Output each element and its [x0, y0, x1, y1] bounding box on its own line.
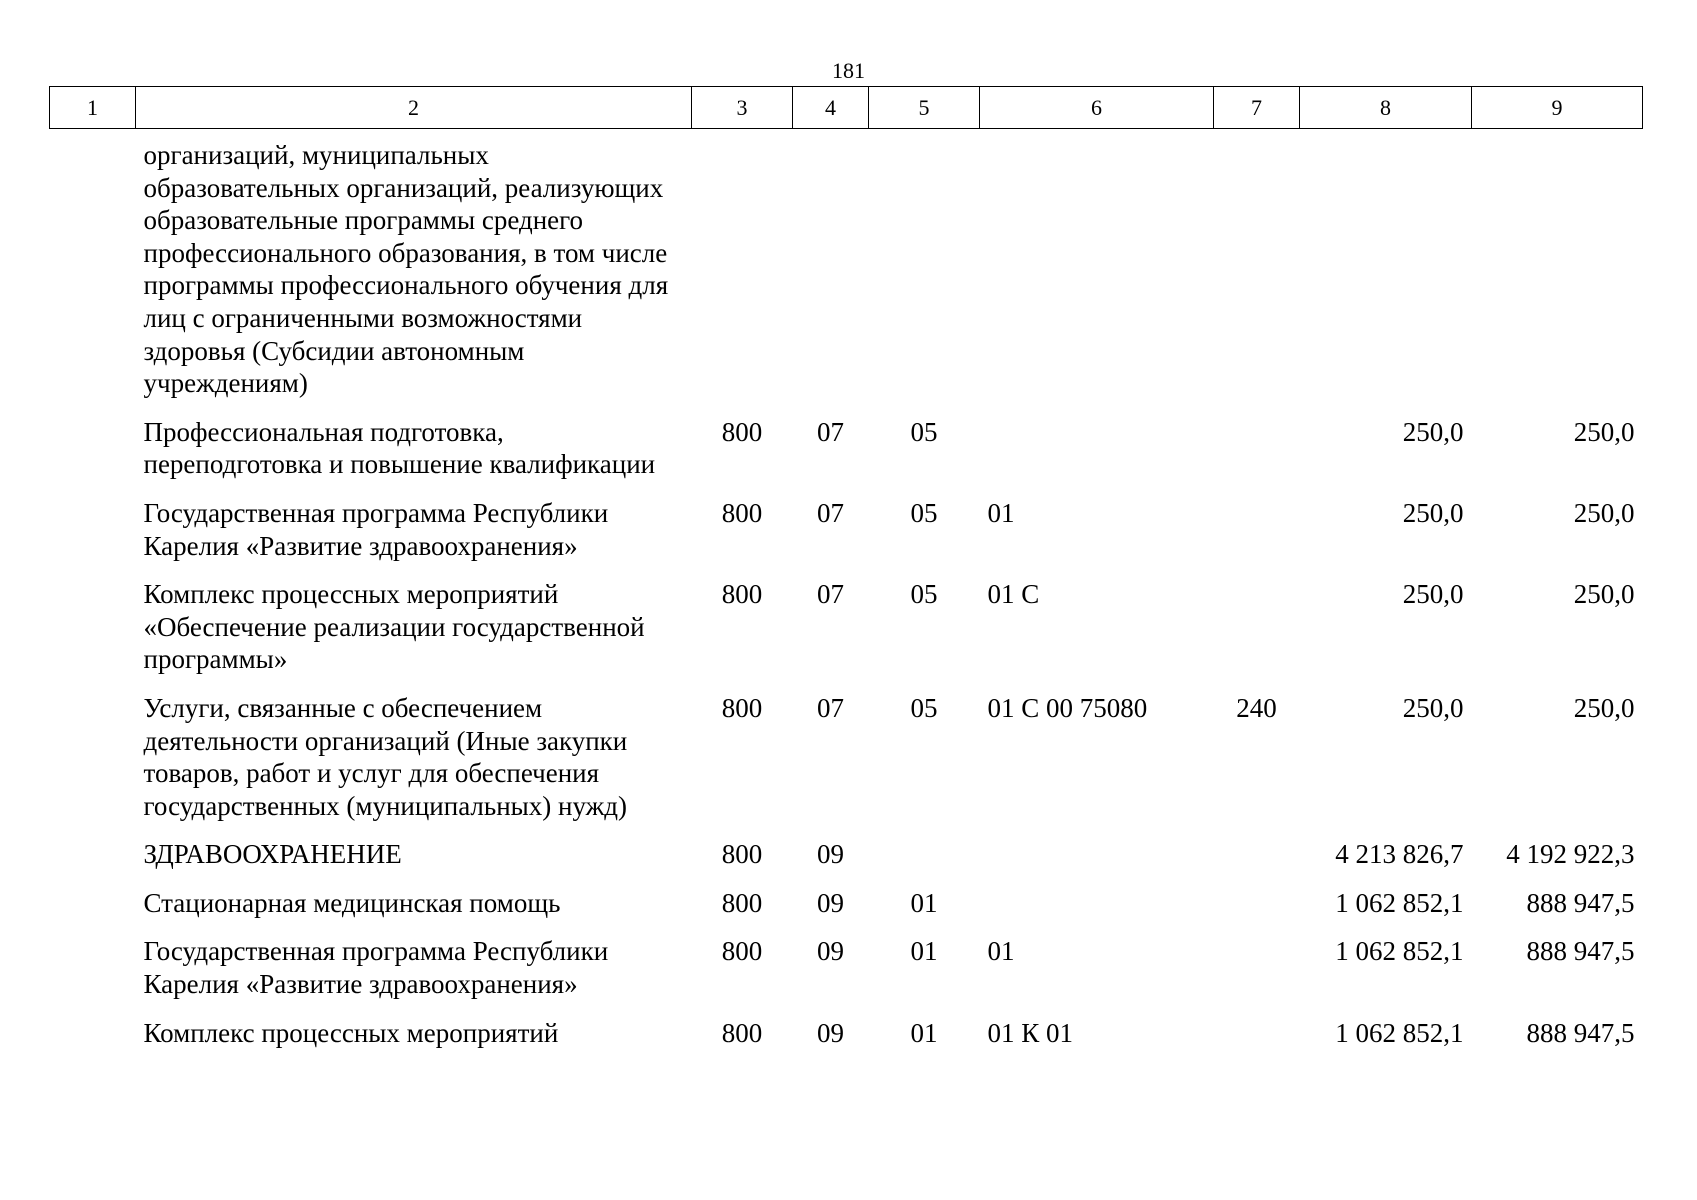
cell-col8: 4 213 826,7 — [1335, 839, 1464, 870]
cell-col9: 888 947,5 — [1526, 936, 1635, 967]
cell-col4: 09 — [817, 887, 844, 918]
header-col-8: 8 — [1300, 87, 1472, 129]
cell-col4: 07 — [817, 416, 844, 447]
cell-name: Государственная программа Республики Карелия «Развитие здравоохранения» — [143, 936, 609, 1000]
cell-col3: 800 — [721, 692, 763, 723]
cell-col4: 09 — [817, 839, 844, 870]
cell-col7 — [1214, 578, 1300, 692]
cell-col1 — [50, 887, 136, 936]
cell-name: Комплекс процессных мероприятий — [143, 1017, 559, 1048]
table-row — [50, 129, 1643, 416]
cell-col9: 250,0 — [1573, 692, 1635, 723]
table-row — [50, 692, 1643, 838]
cell-col8 — [1300, 129, 1472, 416]
cell-col7 — [1214, 935, 1300, 1016]
cell-col8: 250,0 — [1402, 692, 1464, 723]
table-body — [50, 129, 1643, 1066]
cell-col3: 800 — [721, 936, 763, 967]
cell-col6 — [980, 416, 1214, 497]
cell-col4: 07 — [817, 497, 844, 528]
header-col-9: 9 — [1472, 87, 1643, 129]
cell-col5: 01 — [910, 887, 938, 918]
cell-col5: 01 — [910, 1017, 938, 1048]
table-row — [50, 1017, 1643, 1066]
cell-col1 — [50, 1017, 136, 1066]
budget-table — [49, 86, 1643, 1065]
cell-name: Комплекс процессных мероприятий «Обеспечение реализации государственной программы» — [143, 579, 645, 675]
cell-col7 — [1214, 1017, 1300, 1066]
cell-col3: 800 — [721, 1017, 763, 1048]
cell-col9: 4 192 922,3 — [1506, 839, 1635, 870]
cell-col1 — [50, 935, 136, 1016]
header-col-7: 7 — [1214, 87, 1300, 129]
table-row — [50, 887, 1643, 936]
cell-col6: 01 К 01 — [987, 1017, 1074, 1048]
cell-col8: 1 062 852,1 — [1335, 936, 1464, 967]
cell-col3 — [692, 129, 793, 416]
cell-col9: 250,0 — [1573, 579, 1635, 610]
cell-name: Государственная программа Республики Карелия «Развитие здравоохранения» — [143, 497, 609, 561]
cell-col8: 250,0 — [1402, 497, 1464, 528]
cell-col3: 800 — [721, 416, 763, 447]
cell-col6 — [980, 129, 1214, 416]
cell-col6: 01 — [987, 936, 1015, 967]
cell-col8: 1 062 852,1 — [1335, 1017, 1464, 1048]
header-col-6: 6 — [980, 87, 1214, 129]
cell-col6 — [980, 887, 1214, 936]
cell-col8: 1 062 852,1 — [1335, 887, 1464, 918]
cell-col7 — [1214, 129, 1300, 416]
cell-col5 — [869, 838, 980, 887]
cell-col9: 888 947,5 — [1526, 887, 1635, 918]
cell-col5 — [869, 129, 980, 416]
table-row — [50, 578, 1643, 692]
cell-col5: 05 — [910, 416, 938, 447]
cell-col6 — [980, 838, 1214, 887]
cell-col4: 09 — [817, 1017, 844, 1048]
cell-col5: 01 — [910, 936, 938, 967]
header-col-3: 3 — [692, 87, 793, 129]
table-row — [50, 935, 1643, 1016]
cell-col3: 800 — [721, 887, 763, 918]
cell-col9: 250,0 — [1573, 497, 1635, 528]
cell-col3: 800 — [721, 839, 763, 870]
header-col-1: 1 — [50, 87, 136, 129]
cell-col7 — [1214, 497, 1300, 578]
cell-name: ЗДРАВООХРАНЕНИЕ — [143, 839, 402, 870]
header-row — [50, 87, 1643, 129]
cell-name: Стационарная медицинская помощь — [143, 887, 561, 918]
cell-name: организаций, муниципальных образовательных организаций, реализующих образовательные программы среднего профессионального образования, в том числе программы профессионального обучения для лиц с ограниченными возможностями здоровья (Субсидии автономным учреждениям) — [143, 140, 669, 399]
cell-col4: 09 — [817, 936, 844, 967]
table-row — [50, 497, 1643, 578]
cell-col6: 01 С — [987, 579, 1040, 610]
header-col-2: 2 — [136, 87, 692, 129]
cell-col8: 250,0 — [1402, 416, 1464, 447]
cell-col1 — [50, 497, 136, 578]
cell-col1 — [50, 416, 136, 497]
cell-col4 — [793, 129, 869, 416]
cell-col8: 250,0 — [1402, 579, 1464, 610]
cell-col6: 01 — [987, 497, 1015, 528]
cell-col1 — [50, 129, 136, 416]
cell-col5: 05 — [910, 579, 938, 610]
table-row — [50, 416, 1643, 497]
table-row — [50, 838, 1643, 887]
cell-col1 — [50, 578, 136, 692]
budget-table-container — [49, 86, 1642, 1065]
cell-col9: 250,0 — [1573, 416, 1635, 447]
cell-col7 — [1214, 416, 1300, 497]
cell-col4: 07 — [817, 692, 844, 723]
cell-col3: 800 — [721, 497, 763, 528]
cell-col3: 800 — [721, 579, 763, 610]
cell-col9: 888 947,5 — [1526, 1017, 1635, 1048]
cell-col4: 07 — [817, 579, 844, 610]
cell-name: Услуги, связанные с обеспечением деятельности организаций (Иные закупки товаров, работ и услуг для обеспечения государственных (муниципальных) нужд) — [143, 692, 628, 821]
cell-col7: 240 — [1236, 692, 1277, 723]
cell-col7 — [1214, 838, 1300, 887]
cell-name: Профессиональная подготовка, переподготовка и повышение квалификации — [143, 416, 656, 480]
cell-col5: 05 — [910, 497, 938, 528]
cell-col7 — [1214, 887, 1300, 936]
cell-col6: 01 С 00 75080 — [987, 692, 1148, 723]
cell-col9 — [1472, 129, 1643, 416]
header-col-5: 5 — [869, 87, 980, 129]
page-number: 181 — [832, 58, 865, 83]
cell-col1 — [50, 692, 136, 838]
cell-col5: 05 — [910, 692, 938, 723]
cell-col1 — [50, 838, 136, 887]
header-col-4: 4 — [793, 87, 869, 129]
table-header — [50, 87, 1643, 129]
